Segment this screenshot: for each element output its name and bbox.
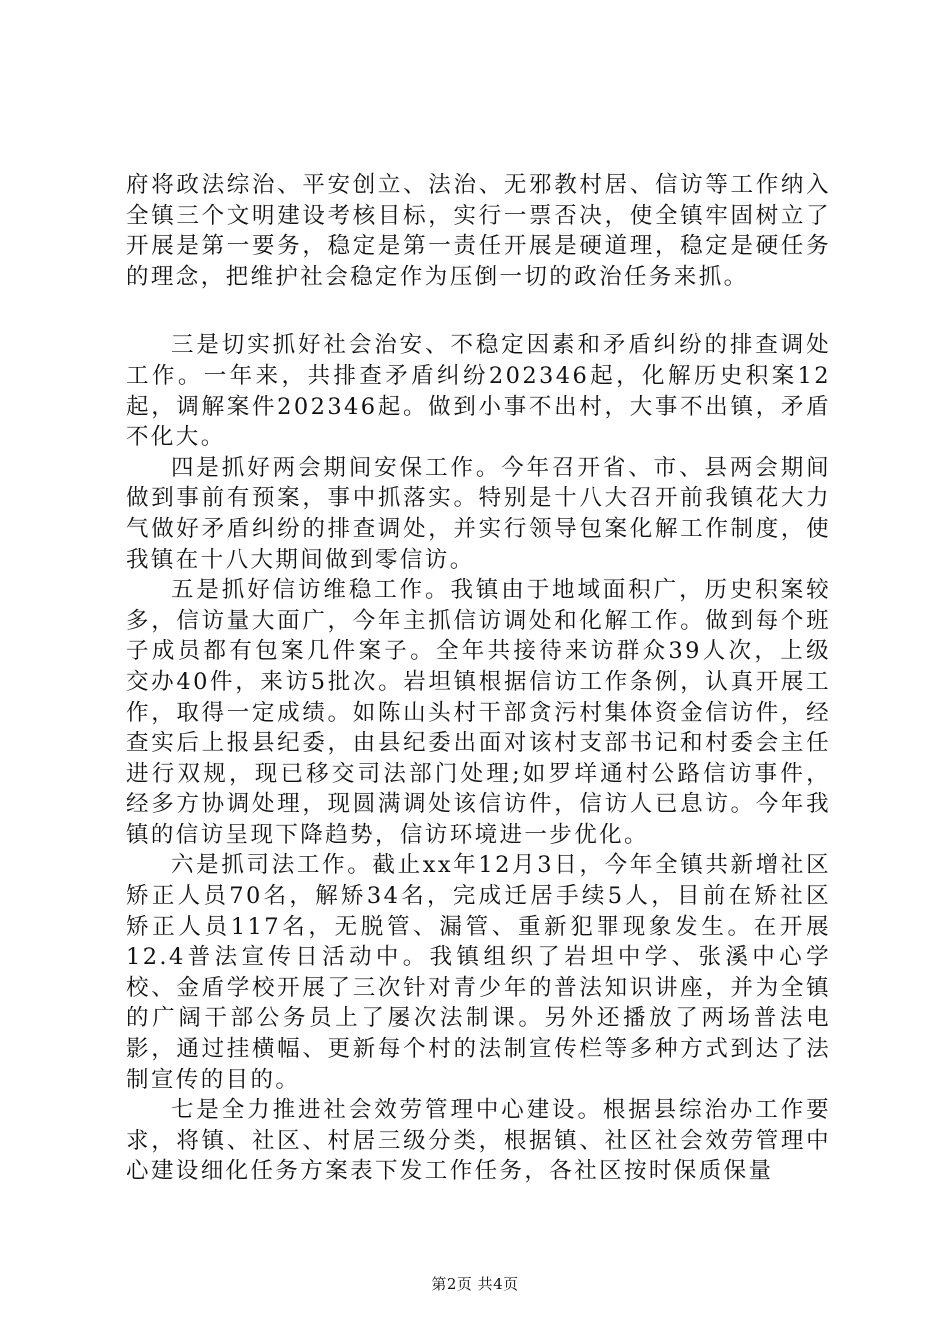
paragraph-judicial-work: 六是抓司法工作。截止xx年12月3日，今年全镇共新增社区矫正人员70名，解矫34名，完成迁居手续5人，目前在矫社区矫正人员117名，无脱管、漏管、重新犯罪现象发生。在开展12.4普法宣传日活动中。我镇组织了岩坦中学、张溪中心学校、金盾学校开展了三次针对青少年的普法知识讲座，并为全镇的广阔干部公务员上了屡次法制课。另外还播放了两场普法电影，通过挂横幅、更新每个村的法制宣传栏等多种方式到达了法制宣传的目的。 — [126, 852, 831, 1093]
paragraph-public-security: 三是切实抓好社会治安、不稳定因素和矛盾纠纷的排查调处工作。一年来，共排查矛盾纠纷202346起，化解历史积案12起，调解案件202346起。做到小事不出村，大事不出镇，矛盾不化大。 — [126, 332, 831, 451]
paragraph-two-sessions-security: 四是抓好两会期间安保工作。今年召开省、市、县两会期间做到事前有预案，事中抓落实。特别是十八大召开前我镇花大力气做好矛盾纠纷的排查调处，并实行领导包案化解工作制度，使我镇在十八大期间做到零信访。 — [126, 454, 831, 573]
page-number: 第2页 共4页 — [431, 1275, 519, 1293]
paragraph-service-center: 七是全力推进社会效劳管理中心建设。根据县综治办工作要求，将镇、社区、村居三级分类，根据镇、社区社会效劳管理中心建设细化任务方案表下发工作任务，各社区按时保质保量 — [126, 1097, 831, 1185]
page-footer — [0, 1274, 950, 1294]
paragraph-continued: 府将政法综治、平安创立、法治、无邪教村居、信访等工作纳入全镇三个文明建设考核目标，实行一票否决，使全镇牢固树立了开展是第一要务，稳定是第一责任开展是硬道理，稳定是硬任务的理念，把维护社会稳定作为压倒一切的政治任务来抓。 — [126, 172, 831, 290]
document-body — [126, 170, 831, 1187]
paragraph-petition-work: 五是抓好信访维稳工作。我镇由于地域面积广，历史积案较多，信访量大面广，今年主抓信访调处和化解工作。做到每个班子成员都有包案几件案子。全年共接待来访群众39人次，上级交办40件，来访5批次。岩坦镇根据信访工作条例，认真开展工作，取得一定成绩。如陈山头村干部贪污村集体资金信访件，经查实后上报县纪委，由县纪委出面对该村支部书记和村委会主任进行双规，现已移交司法部门处理;如罗垟通村公路信访事件，经多方协调处理，现圆满调处该信访件，信访人已息访。今年我镇的信访呈现下降趋势，信访环境进一步优化。 — [126, 577, 831, 848]
